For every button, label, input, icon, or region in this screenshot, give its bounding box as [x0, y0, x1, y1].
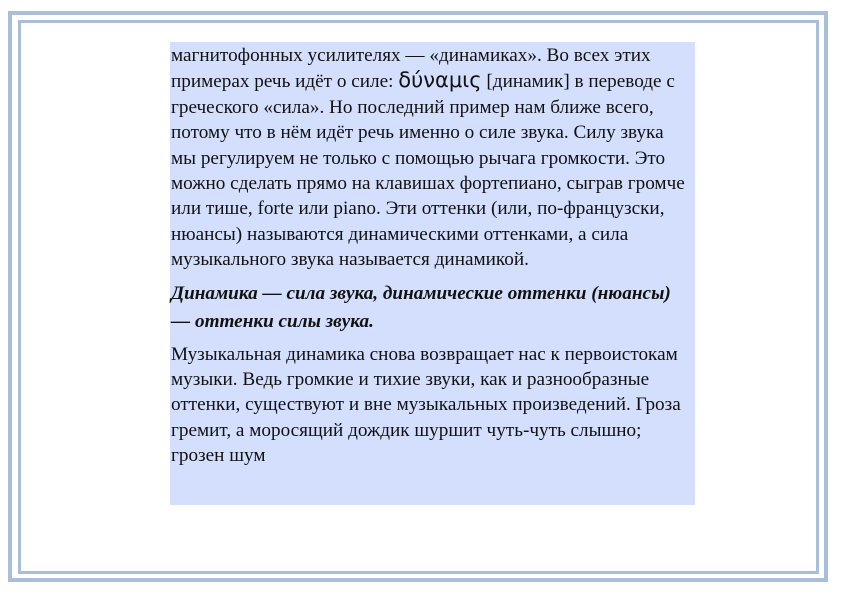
- paragraph-text: магнитофонных усилителях — «динамиках». Во всех этих примерах речь идёт о силе:: [171, 45, 651, 93]
- definition: Динамика — сила звука, динамические оттенки (нюансы) — оттенки силы звука.: [171, 282, 671, 332]
- greek-word: δύναμις: [398, 68, 482, 93]
- paragraph-dynamics-intro: [171, 43, 693, 273]
- paragraph-music-origins: Музыкальная динамика снова возвращает нас к первоистокам музыки. Ведь громкие и тихие звуки, как и разнообразные оттенки, существуют и вне музыкальных произведений. Гроза гремит, а моросящий дождик шуршит чуть-чуть слышно; грозен шум: [171, 343, 681, 467]
- paragraph-text: [динамик] в переводе с греческого «сила». Но последний пример нам ближе всего, потому что в нём идёт речь именно о силе звука. Силу звука мы регулируем не только с помощью рычага громкости. Это можно сделать прямо на клавишах фортепиано, сыграв громче или тише, forte или piano. Эти оттенки (или, по-французски, нюансы) называются динамическими оттенками, а сила музыкального звука называется динамикой.: [171, 71, 685, 271]
- text-block: [170, 42, 695, 505]
